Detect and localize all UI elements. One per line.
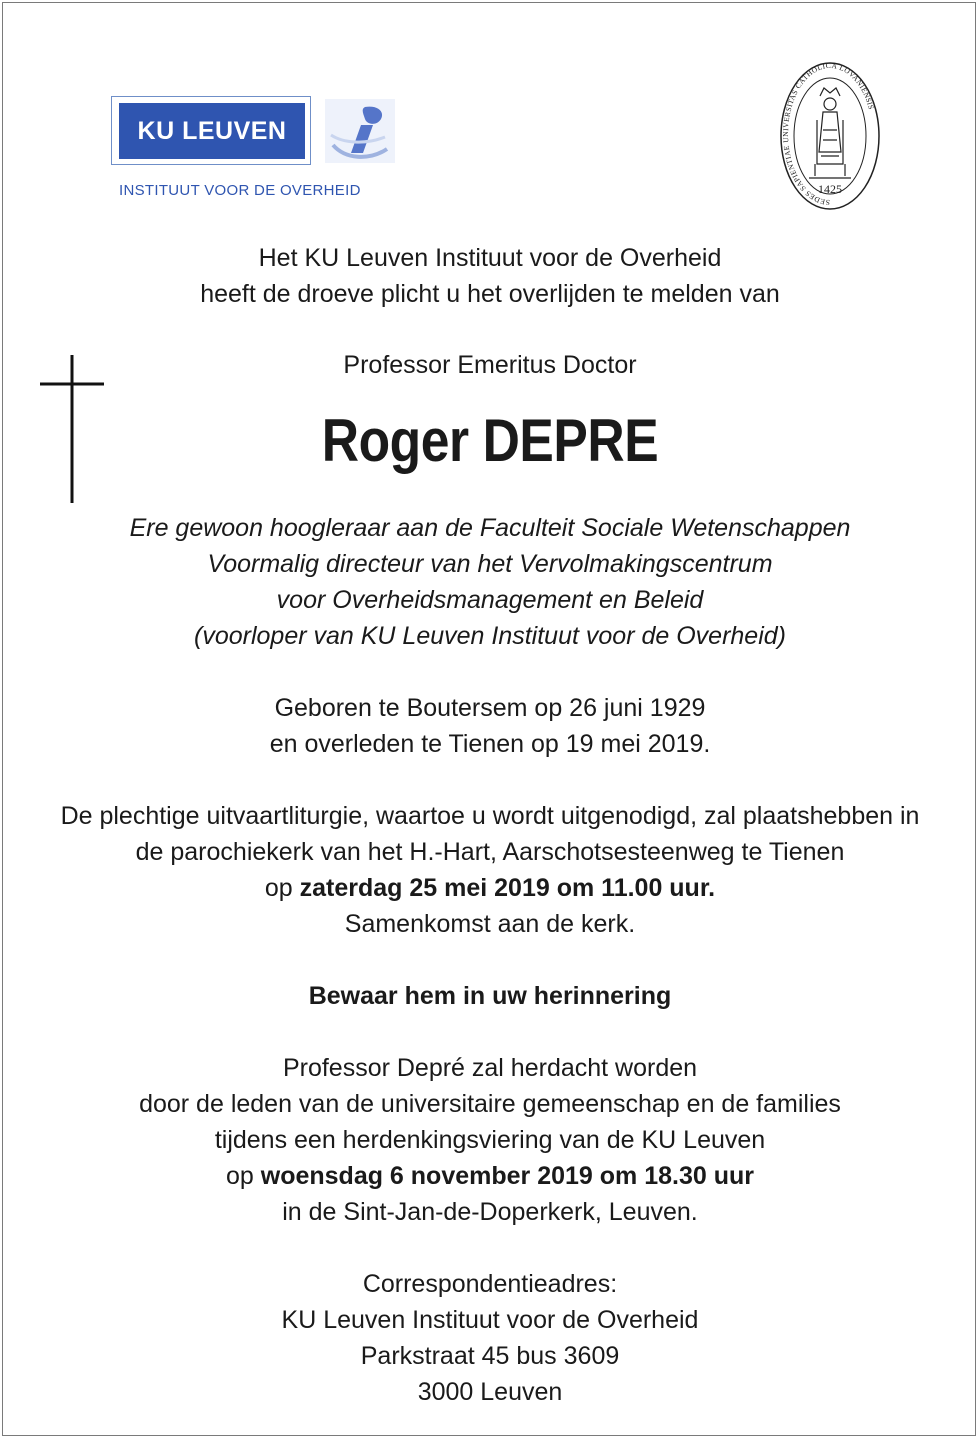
correspondence-street: Parkstraat 45 bus 3609 [360, 1342, 620, 1370]
seal-year: 1425 [818, 182, 842, 196]
death-line: en overleden te Tienen op 19 mei 2019. [269, 730, 711, 758]
funeral-date: zaterdag 25 mei 2019 om 11.00 uur. [299, 874, 716, 902]
funeral-date-line [3, 870, 977, 906]
correspondence-city: 3000 Leuven [417, 1378, 563, 1406]
correspondence-org: KU Leuven Instituut voor de Overheid [281, 1306, 699, 1334]
funeral-meeting: Samenkomst aan de kerk. [344, 910, 636, 938]
role-line: (voorloper van KU Leuven Instituut voor de Overheid) [194, 622, 786, 650]
seal-motto: SEDES SAPIENTIAE UNIVERSITAS CATHOLICA LOVANIENSIS [781, 60, 876, 208]
title-prefix: Professor Emeritus Doctor [343, 351, 637, 379]
remember-heading: Bewaar hem in uw herinnering [308, 982, 672, 1010]
memorial-line-2: door de leden van de universitaire gemeenschap en de families [139, 1090, 841, 1118]
memorial-line-3: tijdens een herdenkingsviering van de KU Leuven [214, 1126, 766, 1154]
logo-name: KU LEUVEN [137, 116, 287, 145]
funeral-date-prefix: op [264, 874, 300, 902]
logo-subtitle: INSTITUUT VOOR DE OVERHEID [119, 182, 361, 199]
university-seal-icon [779, 60, 881, 212]
memorial-date-prefix: op [225, 1162, 261, 1190]
deceased-name: Roger DEPRE [321, 407, 659, 474]
intro-line-1: Het KU Leuven Instituut voor de Overheid [258, 244, 722, 272]
institute-i-icon [325, 99, 395, 163]
birth-line: Geboren te Boutersem op 26 juni 1929 [274, 694, 706, 722]
role-line: Ere gewoon hoogleraar aan de Faculteit Sociale Wetenschappen [129, 514, 851, 542]
correspondence-label: Correspondentieadres: [362, 1270, 618, 1298]
funeral-line-1: De plechtige uitvaartliturgie, waartoe u wordt uitgenodigd, zal plaatshebben in [60, 802, 920, 830]
role-line: voor Overheidsmanagement en Beleid [276, 586, 704, 614]
ku-leuven-logo [111, 96, 396, 206]
memorial-date-line [3, 1158, 977, 1194]
funeral-line-2: de parochiekerk van het H.-Hart, Aarschotsesteenweg te Tienen [135, 838, 845, 866]
memorial-date: woensdag 6 november 2019 om 18.30 uur [260, 1162, 754, 1190]
role-line: Voormalig directeur van het Vervolmakingscentrum [207, 550, 773, 578]
death-notice-page [2, 2, 976, 1436]
logo-box [111, 96, 311, 165]
memorial-location: in de Sint-Jan-de-Doperkerk, Leuven. [282, 1198, 698, 1226]
memorial-line-1: Professor Depré zal herdacht worden [282, 1054, 698, 1082]
intro-line-2: heeft de droeve plicht u het overlijden te melden van [200, 280, 780, 308]
logo-inner [119, 103, 305, 159]
